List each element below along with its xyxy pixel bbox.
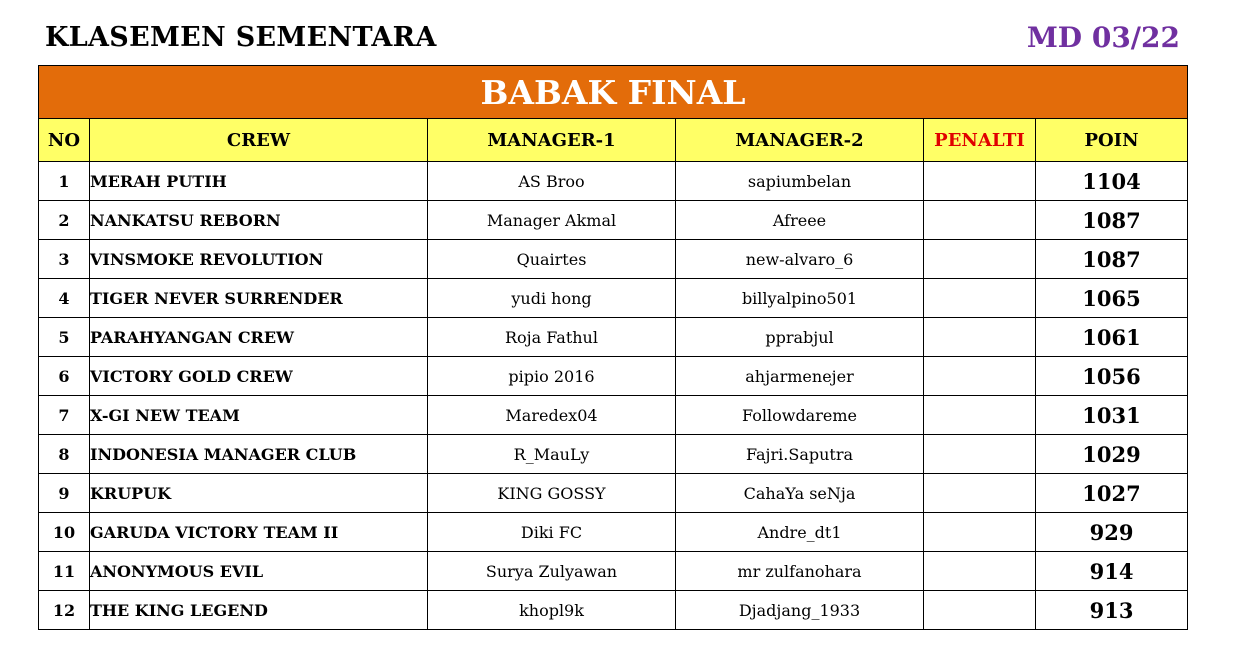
manager-2-cell: ahjarmenejer [676,357,924,396]
rank-cell: 2 [39,201,90,240]
column-header-manager-1: MANAGER-1 [428,119,676,162]
standings-body [39,162,1188,630]
poin-cell: 1029 [1036,435,1188,474]
manager-1-cell: khopl9k [428,591,676,630]
penalti-cell [924,279,1036,318]
table-row [39,318,1188,357]
crew-cell: MERAH PUTIH [90,162,428,201]
rank-cell: 5 [39,318,90,357]
crew-cell: ANONYMOUS EVIL [90,552,428,591]
table-row [39,357,1188,396]
column-header-crew: CREW [90,119,428,162]
rank-cell: 8 [39,435,90,474]
penalti-cell [924,162,1036,201]
poin-cell: 1087 [1036,201,1188,240]
poin-cell: 1104 [1036,162,1188,201]
rank-cell: 11 [39,552,90,591]
crew-cell: INDONESIA MANAGER CLUB [90,435,428,474]
table-row [39,435,1188,474]
manager-1-cell: Maredex04 [428,396,676,435]
poin-cell: 1065 [1036,279,1188,318]
rank-cell: 9 [39,474,90,513]
penalti-cell [924,513,1036,552]
column-header-penalti: PENALTI [924,119,1036,162]
manager-2-cell: sapiumbelan [676,162,924,201]
table-row [39,396,1188,435]
rank-cell: 12 [39,591,90,630]
penalti-cell [924,357,1036,396]
rank-cell: 3 [39,240,90,279]
penalti-cell [924,552,1036,591]
manager-1-cell: Surya Zulyawan [428,552,676,591]
crew-cell: PARAHYANGAN CREW [90,318,428,357]
page-title: KLASEMEN SEMENTARA [45,22,437,53]
poin-cell: 913 [1036,591,1188,630]
rank-cell: 6 [39,357,90,396]
crew-cell: NANKATSU REBORN [90,201,428,240]
manager-2-cell: Followdareme [676,396,924,435]
crew-cell: THE KING LEGEND [90,591,428,630]
table-row [39,591,1188,630]
table-row [39,279,1188,318]
manager-1-cell: Quairtes [428,240,676,279]
table-row [39,240,1188,279]
manager-2-cell: new-alvaro_6 [676,240,924,279]
rank-cell: 4 [39,279,90,318]
manager-2-cell: billyalpino501 [676,279,924,318]
manager-1-cell: AS Broo [428,162,676,201]
manager-2-cell: Afreee [676,201,924,240]
crew-cell: TIGER NEVER SURRENDER [90,279,428,318]
penalti-cell [924,240,1036,279]
crew-cell: KRUPUK [90,474,428,513]
penalti-cell [924,201,1036,240]
manager-1-cell: R_MauLy [428,435,676,474]
rank-cell: 10 [39,513,90,552]
table-row [39,162,1188,201]
table-row [39,513,1188,552]
manager-2-cell: Djadjang_1933 [676,591,924,630]
manager-1-cell: Manager Akmal [428,201,676,240]
manager-1-cell: KING GOSSY [428,474,676,513]
poin-cell: 1027 [1036,474,1188,513]
penalti-cell [924,474,1036,513]
penalti-cell [924,396,1036,435]
table-row [39,552,1188,591]
manager-2-cell: Fajri.Saputra [676,435,924,474]
column-header-manager-2: MANAGER-2 [676,119,924,162]
column-header-row [39,119,1188,162]
crew-cell: X-GI NEW TEAM [90,396,428,435]
manager-2-cell: pprabjul [676,318,924,357]
penalti-cell [924,435,1036,474]
poin-cell: 1056 [1036,357,1188,396]
banner-row [39,66,1188,119]
penalti-cell [924,318,1036,357]
poin-cell: 1031 [1036,396,1188,435]
manager-1-cell: pipio 2016 [428,357,676,396]
standings-table [38,65,1188,630]
manager-1-cell: yudi hong [428,279,676,318]
crew-cell: VICTORY GOLD CREW [90,357,428,396]
poin-cell: 914 [1036,552,1188,591]
poin-cell: 1061 [1036,318,1188,357]
column-header-poin: POIN [1036,119,1188,162]
matchday-label: MD 03/22 [1026,21,1180,54]
poin-cell: 929 [1036,513,1188,552]
poin-cell: 1087 [1036,240,1188,279]
crew-cell: GARUDA VICTORY TEAM II [90,513,428,552]
table-row [39,201,1188,240]
manager-2-cell: mr zulfanohara [676,552,924,591]
rank-cell: 7 [39,396,90,435]
crew-cell: VINSMOKE REVOLUTION [90,240,428,279]
table-row [39,474,1188,513]
manager-2-cell: CahaYa seNja [676,474,924,513]
manager-2-cell: Andre_dt1 [676,513,924,552]
banner-title: BABAK FINAL [39,66,1188,119]
manager-1-cell: Diki FC [428,513,676,552]
column-header-no: NO [39,119,90,162]
manager-1-cell: Roja Fathul [428,318,676,357]
penalti-cell [924,591,1036,630]
rank-cell: 1 [39,162,90,201]
